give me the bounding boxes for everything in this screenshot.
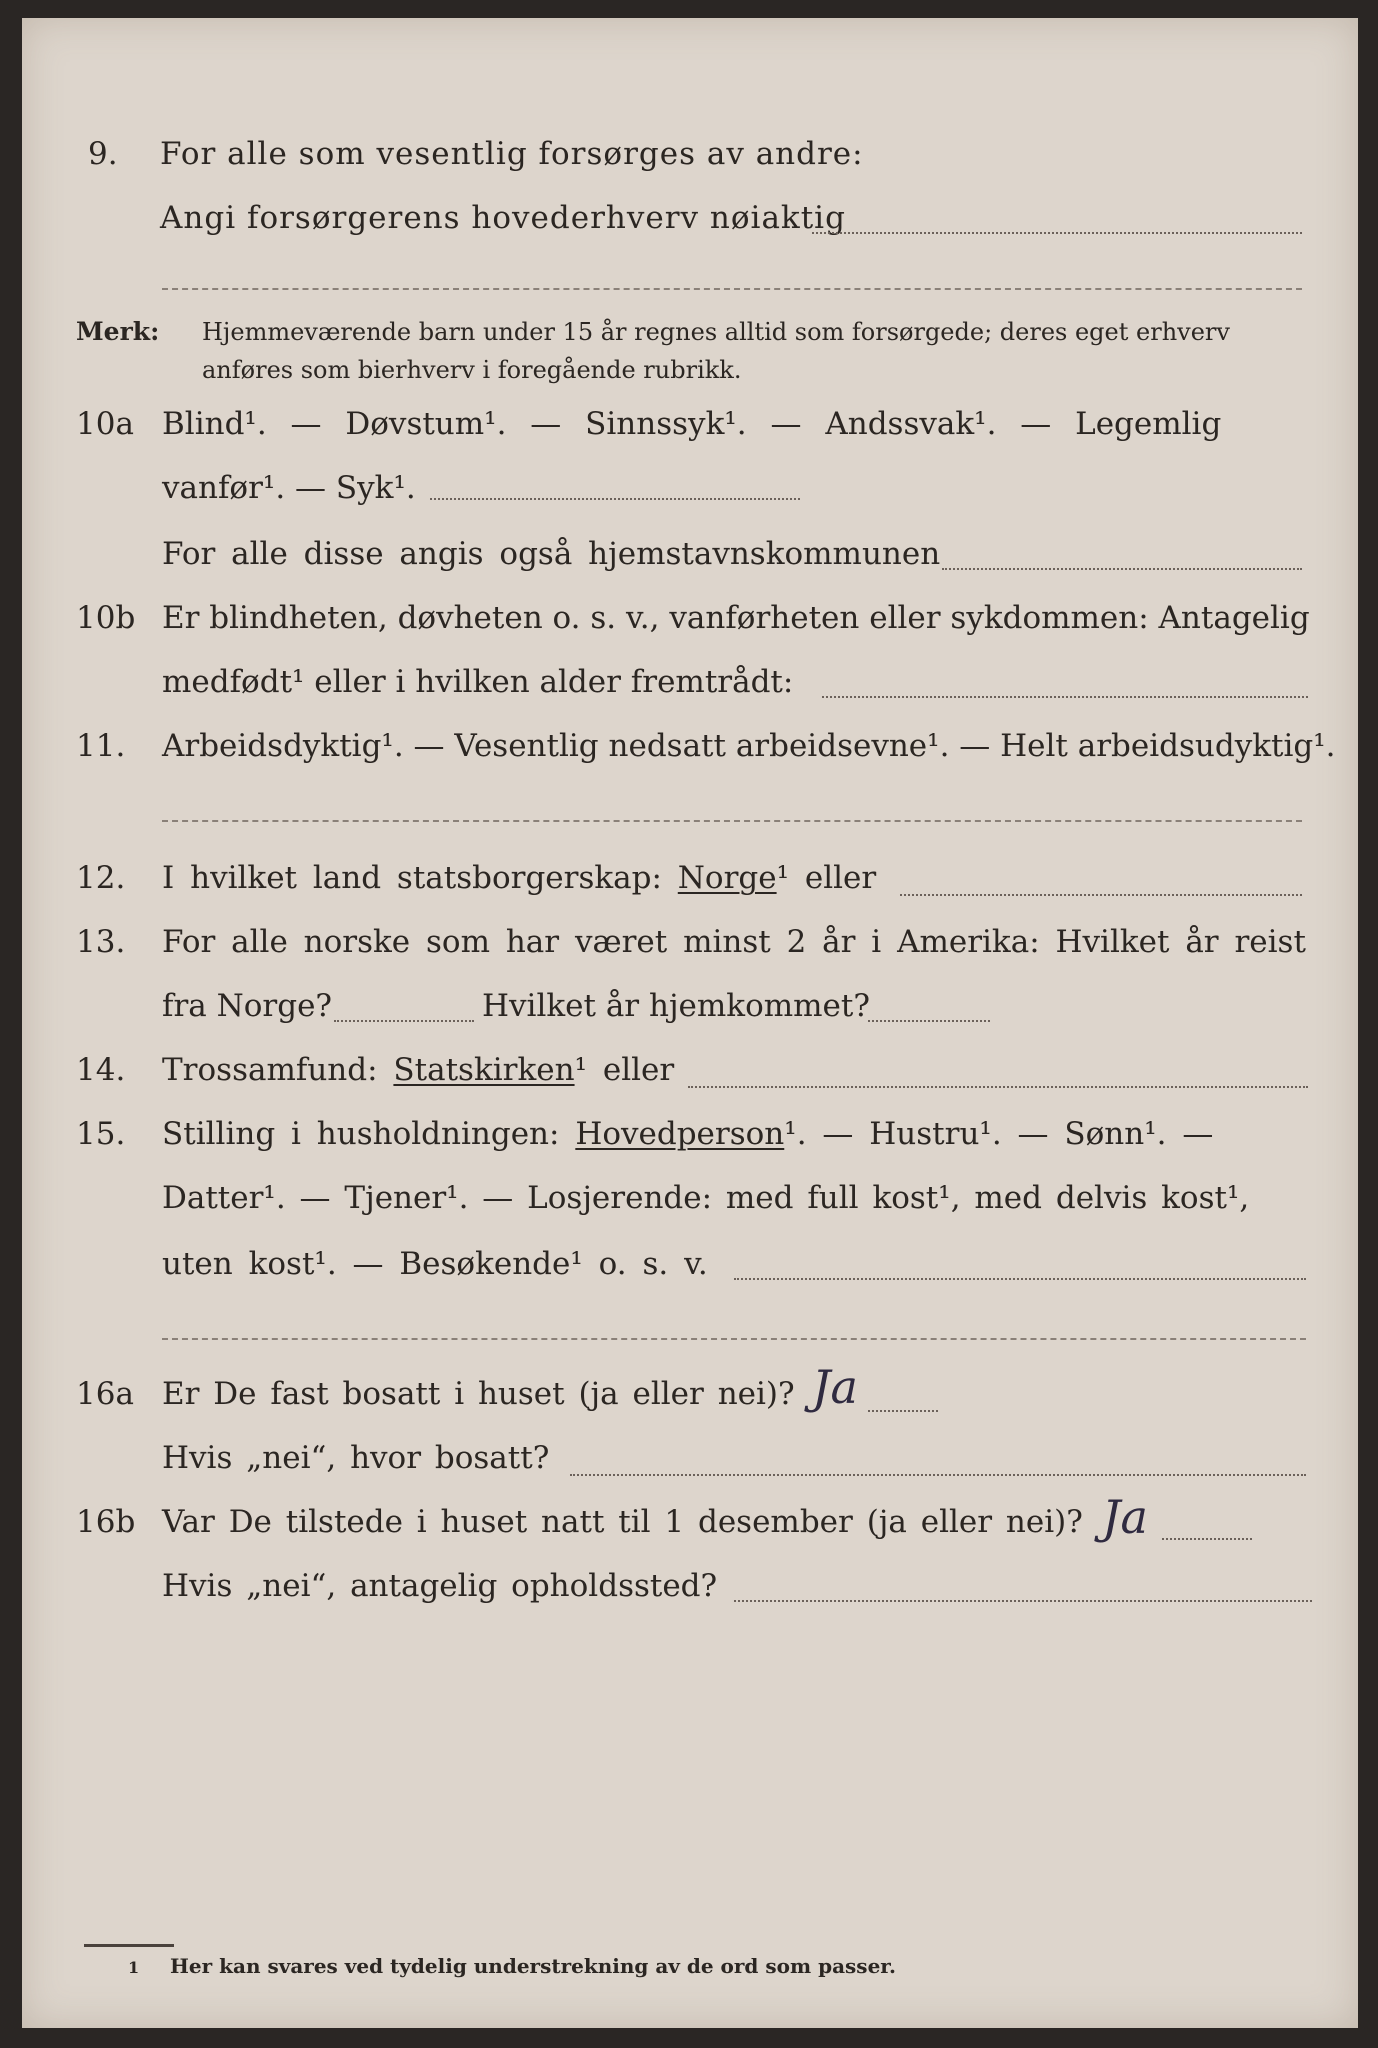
q13-number: 13. [76,924,126,960]
q13-year-returned-line[interactable] [868,1020,990,1022]
q16a-residence-line[interactable] [570,1474,1306,1476]
q15-answer-line-2[interactable] [162,1338,1306,1340]
q10a-text-line1: Blind¹. — Døvstum¹. — Sinnssyk¹. — Andssvak¹. — Legemlig [162,406,1222,442]
q15-text-line3: uten kost¹. — Besøkende¹ o. s. v. [162,1246,708,1282]
footnote-text: Her kan svares ved tydelig understrekning av de ord som passer. [170,1954,896,1978]
q12-text-post: ¹ eller [776,860,877,896]
footnote-marker: 1 [128,1958,140,1977]
q10b-text-line2: medfødt¹ eller i hvilken alder fremtrådt: [162,664,794,700]
merk-text-line1: Hjemmeværende barn under 15 år regnes alltid som forsørgede; deres eget erhverv [202,318,1230,346]
q10b-answer-line[interactable] [822,696,1308,698]
q10b-number: 10b [76,600,136,636]
q16a-answer-line[interactable] [868,1410,938,1412]
q15-line1-pre: Stilling i husholdningen: [162,1116,576,1152]
q12-text [162,860,876,896]
census-form-page [22,18,1358,2028]
q16a-number: 16a [76,1376,134,1412]
q12-selected-norge[interactable]: Norge [677,860,777,896]
q13-text-line2a: fra Norge? [162,988,333,1024]
merk-text-line2: anføres som bierhverv i foregående rubrikk. [202,356,742,384]
q15-number: 15. [76,1116,126,1152]
q15-line1-post: ¹. — Hustru¹. — Sønn¹. — [784,1116,1214,1152]
q16b-whereabouts-line[interactable] [734,1600,1312,1602]
q15-text-line2: Datter¹. — Tjener¹. — Losjerende: med full kost¹, med delvis kost¹, [162,1180,1250,1216]
q14-text-pre: Trossamfund: [162,1052,394,1088]
q11-number: 11. [76,728,126,764]
q10a-number: 10a [76,406,134,442]
q16a-text-line1: Er De fast bosatt i huset (ja eller nei)? [162,1376,795,1412]
footnote-rule [84,1944,174,1947]
q15-selected-hovedperson[interactable]: Hovedperson [575,1116,785,1152]
q9-text-line2: Angi forsørgerens hovederhverv nøiaktig [160,200,846,236]
q12-text-pre: I hvilket land statsborgerskap: [162,860,678,896]
q13-year-left-line[interactable] [334,1020,474,1022]
q14-number: 14. [76,1052,126,1088]
q16a-text-line2: Hvis „nei“, hvor bosatt? [162,1440,550,1476]
q9-answer-line-2[interactable] [162,288,1302,290]
q14-selected-statskirken[interactable]: Statskirken [393,1052,575,1088]
q16b-number: 16b [76,1504,136,1540]
q14-text [162,1052,674,1088]
q16b-answer-line[interactable] [1162,1538,1252,1540]
q16a-handwritten-answer[interactable]: Ja [812,1360,858,1414]
q15-answer-line[interactable] [734,1278,1306,1280]
q13-text-line1: For alle norske som har været minst 2 år i Amerika: Hvilket år reist [162,924,1306,960]
q12-answer-line[interactable] [900,894,1302,896]
q14-text-post: ¹ eller [574,1052,675,1088]
q10b-text-line1: Er blindheten, døvheten o. s. v., vanførheten eller sykdommen: Antagelig [162,600,1310,636]
q9-answer-line[interactable] [812,232,1302,234]
q16b-text-line1: Var De tilstede i huset natt til 1 desember (ja eller nei)? [162,1504,1083,1540]
q10a-answer-line[interactable] [430,498,800,500]
q15-text-line1 [162,1116,1213,1152]
q14-answer-line[interactable] [688,1086,1308,1088]
q11-answer-line[interactable] [162,820,1302,822]
q9-number: 9. [88,136,118,172]
q16b-handwritten-answer[interactable]: Ja [1102,1490,1148,1544]
q16b-text-line2: Hvis „nei“, antagelig opholdssted? [162,1568,718,1604]
q13-text-line2b: Hvilket år hjemkommet? [482,988,870,1024]
q11-text: Arbeidsdyktig¹. — Vesentlig nedsatt arbeidsevne¹. — Helt arbeidsudyktig¹. [162,728,1336,764]
q9-text-line1: For alle som vesentlig forsørges av andre: [160,136,864,172]
q12-number: 12. [76,860,126,896]
merk-label: Merk: [76,317,160,346]
q10a-home-municipality-line[interactable] [942,568,1302,570]
q10a-text-line3: For alle disse angis også hjemstavnskommunen [162,536,941,572]
q10a-text-line2: vanfør¹. — Syk¹. [162,470,416,506]
